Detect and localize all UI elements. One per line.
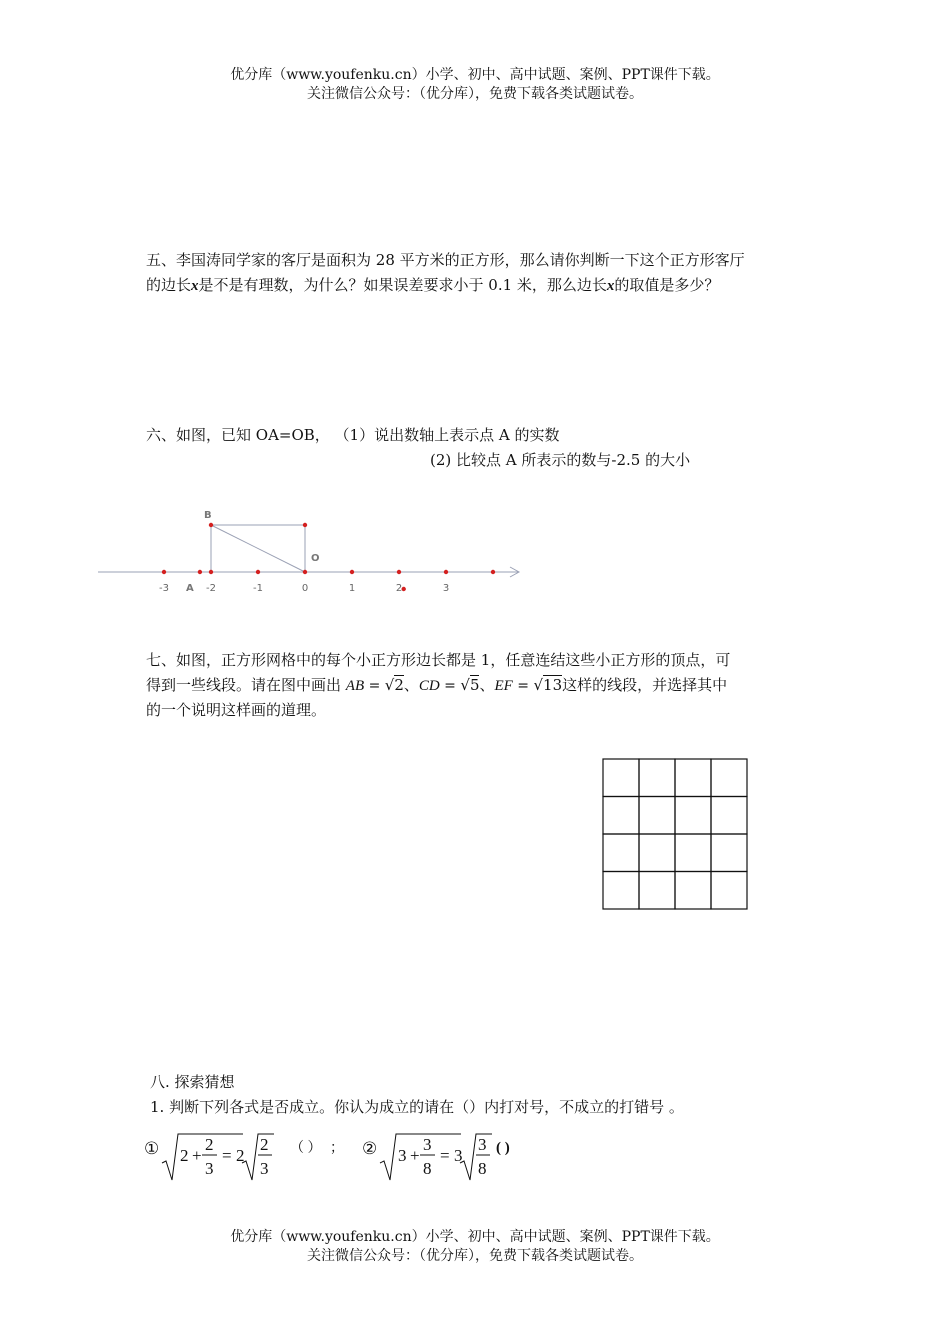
grid-cell — [675, 759, 711, 797]
grid-cell — [711, 872, 747, 910]
eq1-den-r: 3 — [260, 1159, 269, 1178]
sep-1: 、 — [403, 676, 419, 694]
grid-cell — [603, 759, 639, 797]
sqrt-ef: √13 — [533, 676, 563, 694]
grid-cell — [711, 834, 747, 872]
q8-title: 八. 探索猜想 — [150, 1073, 235, 1091]
page-footer-line2: 关注微信公众号：（优分库），免费下载各类试题试卷。 — [307, 1248, 643, 1264]
q7-text-a: 得到一些线段。请在图中画出 — [146, 676, 342, 694]
point-a — [198, 570, 202, 574]
page-header-line2: 关注微信公众号：（优分库），免费下载各类试题试卷。 — [307, 86, 643, 102]
eq2-int: 3 — [398, 1146, 407, 1165]
square-grid — [602, 758, 750, 910]
sqrt-ab-radicand: 2 — [394, 676, 404, 694]
page-header-line1: 优分库（www.youfenku.cn）小学、初中、高中试题、案例、PPT课件下载。 — [230, 67, 720, 83]
q5-var-x: x — [191, 278, 199, 294]
eq2-plus: + — [410, 1146, 420, 1165]
tick-label: 1 — [348, 583, 356, 594]
point-b — [209, 523, 213, 527]
point-o — [303, 570, 307, 574]
grid-cell — [675, 872, 711, 910]
grid-cell — [603, 797, 639, 835]
eq-separator: ； — [330, 1141, 344, 1156]
point-neg1 — [256, 570, 260, 574]
grid-cell — [639, 797, 675, 835]
point-4 — [491, 570, 495, 574]
grid-cell — [639, 759, 675, 797]
grid-cell — [639, 834, 675, 872]
number-line-geometry — [98, 523, 519, 591]
eq2-num-r: 3 — [478, 1135, 487, 1154]
eq1-int: 2 — [180, 1146, 189, 1165]
q5-text-c: 的取值是多少？ — [614, 276, 720, 294]
grid-cell — [675, 797, 711, 835]
tick-label: 0 — [301, 583, 309, 594]
eq1-plus: + — [192, 1146, 202, 1165]
q6-line2: (2) 比较点 A 所表示的数与-2.5 的大小 — [430, 451, 691, 469]
eq1-equals: = — [222, 1146, 232, 1165]
segment-ef: EF — [494, 678, 513, 694]
grid-cell — [603, 872, 639, 910]
grid-cell — [711, 759, 747, 797]
point-1 — [350, 570, 354, 574]
eq2-num: 3 — [423, 1135, 432, 1154]
grid-cell — [711, 797, 747, 835]
grid-cell — [639, 872, 675, 910]
q5-text-b: 是不是有理数，为什么？如果误差要求小于 0.1 米，那么边长 — [198, 276, 607, 294]
label-b: B — [204, 510, 212, 521]
tick-label: -3 — [159, 583, 169, 594]
q5-line1: 五、李国涛同学家的客厅是面积为 28 平方米的正方形，那么请你判断一下这个正方形客厅 — [146, 251, 745, 269]
eq2-den-r: 8 — [478, 1159, 487, 1178]
q8-item1: 1. 判断下列各式是否成立。你认为成立的请在（）内打对号，不成立的打错号 。 — [150, 1098, 684, 1116]
diagonal-ob — [211, 525, 305, 572]
label-a: A — [186, 583, 194, 594]
eq2-coef: 3 — [454, 1146, 463, 1165]
tick-label: -1 — [253, 583, 263, 594]
q8-equations — [140, 1128, 560, 1188]
point-3 — [444, 570, 448, 574]
eq1-radical-right — [242, 1134, 274, 1180]
point-2 — [397, 570, 401, 574]
sqrt-ab: √2 — [384, 676, 404, 694]
q7-line3: 的一个说明这样画的道理。 — [146, 701, 327, 719]
q5-line2 — [146, 273, 719, 299]
point-neg3 — [162, 570, 166, 574]
q5-text-a: 的边长 — [146, 276, 192, 294]
tick-label: -2 — [206, 583, 216, 594]
grid-cell — [603, 834, 639, 872]
grid-cell — [675, 834, 711, 872]
point-corner — [303, 523, 307, 527]
tick-label: 3 — [442, 583, 450, 594]
sqrt-cd: √5 — [460, 676, 480, 694]
q6-line1: 六、如图，已知 OA=OB， （1）说出数轴上表示点 A 的实数 — [146, 426, 560, 444]
q5-var-x-2: x — [606, 278, 615, 294]
eq1-paren[interactable]: （ ） — [290, 1141, 322, 1156]
segment-ab: AB — [345, 678, 365, 694]
page-footer-line1: 优分库（www.youfenku.cn）小学、初中、高中试题、案例、PPT课件下载。 — [230, 1229, 720, 1245]
eq2-radical-right — [460, 1134, 492, 1180]
segment-cd: CD — [418, 678, 440, 694]
eq2-equals: = — [440, 1146, 450, 1165]
sqrt-ef-radicand: 13 — [543, 676, 563, 694]
eq1-num: 2 — [205, 1135, 214, 1154]
q7-line1: 七、如图，正方形网格中的每个小正方形边长都是 1，任意连结这些小正方形的顶点，可 — [146, 651, 731, 669]
eq1-den: 3 — [205, 1159, 214, 1178]
eq1-num-r: 2 — [260, 1135, 269, 1154]
eq1-coef: 2 — [236, 1146, 245, 1165]
q7-text-b: 这样的线段，并选择其中 — [562, 676, 728, 694]
tick-label: 2 — [395, 583, 403, 594]
eq1-marker: ① — [144, 1139, 160, 1158]
number-line-figure — [0, 500, 950, 610]
eq2-den: 8 — [423, 1159, 432, 1178]
point-neg2 — [209, 570, 213, 574]
q7-line2: 得到一些线段。请在图中画出 AB = √2、CD = √5、EF = √13这样的线段，并选择其中 — [146, 673, 727, 699]
sqrt-cd-radicand: 5 — [469, 676, 480, 694]
eq2-marker: ② — [362, 1139, 378, 1158]
sep-2: 、 — [479, 676, 495, 694]
label-o: O — [311, 553, 320, 564]
eq2-paren[interactable]: ( ) — [496, 1140, 510, 1156]
